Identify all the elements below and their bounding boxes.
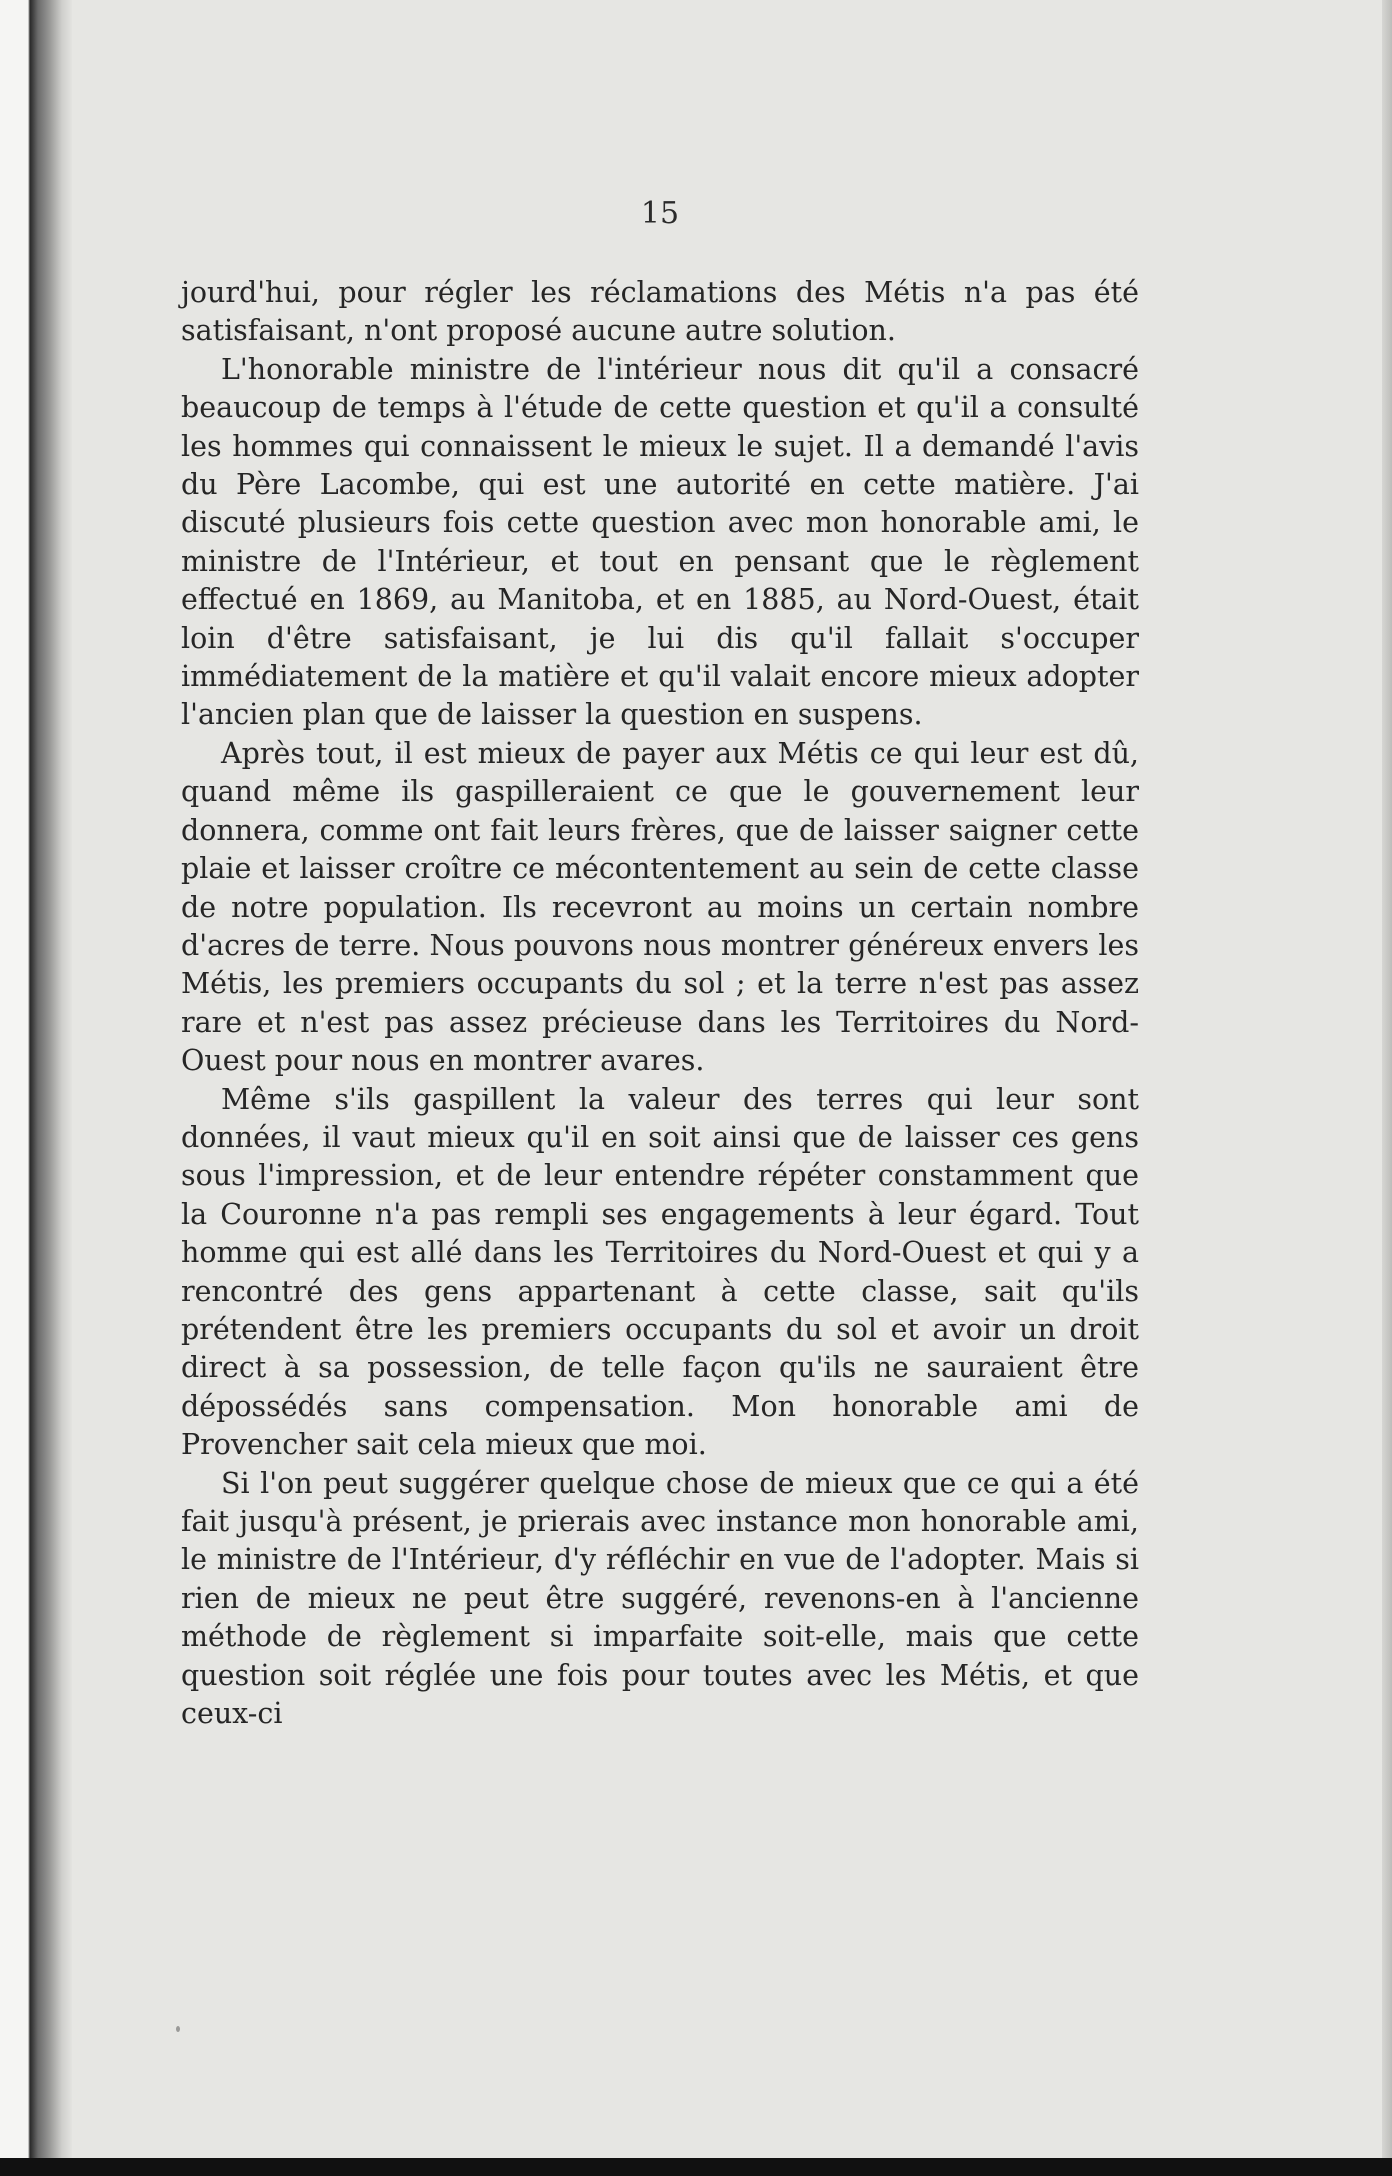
paragraph-4: Même s'ils gaspillent la valeur des terres qui leur sont données, il vaut mieux qu'il en soit ainsi que de laisser ces gens sous l'impression, et de leur entendre répéter constamment que la Couronne n'a pas rempli ses engagements à leur égard. Tout homme qui est allé dans les Territoires du Nord-Ouest et qui y a rencontré des gens appartenant à cette classe, sait qu'ils prétendent être les premiers occupants du sol et avoir un droit direct à sa possession, de telle façon qu'ils ne sauraient être dépossédés sans compensation. Mon honorable ami de Provencher sait cela mieux que moi. xyxy=(181,1082,1139,1462)
paragraph-5: Si l'on peut suggérer quelque chose de mieux que ce qui a été fait jusqu'à présent, je prierais avec instance mon honorable ami, le ministre de l'Intérieur, d'y réfléchir en vue de l'adopter. Mais si rien de mieux ne peut être suggéré, revenons-en à l'ancienne méthode de règlement si imparfaite soit-elle, mais que cette question soit réglée une fois pour toutes avec les Métis, et que ceux-ci xyxy=(181,1466,1139,1731)
paragraph-2: L'honorable ministre de l'intérieur nous dit qu'il a consacré beaucoup de temps à l'étude de cette question et qu'il a consulté les hommes qui connaissent le mieux le sujet. Il a demandé l'avis du Père Lacombe, qui est une autorité en cette matière. J'ai discuté plusieurs fois cette question avec mon honorable ami, le ministre de l'Intérieur, et tout en pensant que le règlement effectué en 1869, au Manitoba, et en 1885, au Nord-Ouest, était loin d'être satisfaisant, je lui dis qu'il fallait s'occuper immédiatement de la matière et qu'il valait encore mieux adopter l'ancien plan que de laisser la question en suspens. xyxy=(181,352,1139,732)
body-text xyxy=(181,274,1139,1733)
page-right-edge xyxy=(1382,0,1392,2176)
book-spine-edge xyxy=(0,0,72,2176)
paragraph-1: jourd'hui, pour régler les réclamations des Métis n'a pas été satisfaisant, n'ont proposé aucune autre solution. xyxy=(181,276,1139,348)
speck-mark xyxy=(176,2026,180,2032)
page-number: 15 xyxy=(640,196,680,231)
scan-bottom-border xyxy=(0,2158,1392,2176)
paragraph-3: Après tout, il est mieux de payer aux Métis ce qui leur est dû, quand même ils gaspilleraient ce que le gouvernement leur donnera, comme ont fait leurs frères, que de laisser saigner cette plaie et laisser croître ce mécontentement au sein de cette classe de notre population. Ils recevront au moins un certain nombre d'acres de terre. Nous pouvons nous montrer généreux envers les Métis, les premiers occupants du sol ; et la terre n'est pas assez rare et n'est pas assez précieuse dans les Territoires du Nord-Ouest pour nous en montrer avares. xyxy=(181,736,1139,1078)
